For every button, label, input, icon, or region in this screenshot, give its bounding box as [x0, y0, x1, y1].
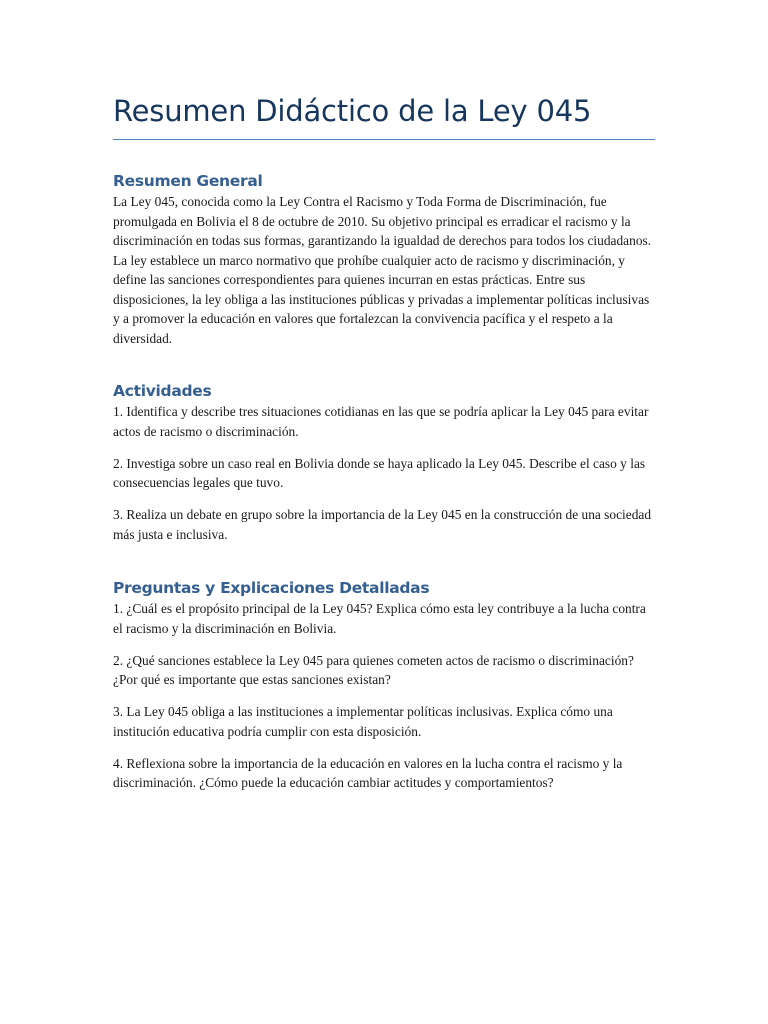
summary-heading: Resumen General: [113, 172, 263, 190]
question-item-1: 1. ¿Cuál es el propósito principal de la Ley 045? Explica cómo esta ley contribuye a la lucha contra el racismo y la discriminación en Bolivia.: [113, 601, 646, 636]
activities-heading: Actividades: [113, 382, 212, 400]
question-item-2: 2. ¿Qué sanciones establece la Ley 045 para quienes cometen actos de racismo o discriminación? ¿Por qué es importante que estas sanciones existan?: [113, 652, 634, 687]
questions-section: [113, 579, 655, 805]
activity-item-3: 3. Realiza un debate en grupo sobre la importancia de la Ley 045 en la construcción de una sociedad más justa e inclusiva.: [113, 507, 652, 542]
question-item-3: 3. La Ley 045 obliga a las instituciones a implementar políticas inclusivas. Explica cómo una institución educativa podría cumplir con esta disposición.: [113, 704, 613, 739]
activity-item-1: 1. Identifica y describe tres situaciones cotidianas en las que se podría aplicar la Ley 045 para evitar actos de racismo o discriminación.: [113, 404, 649, 439]
title-underline: [113, 139, 655, 140]
activity-item-2: 2. Investiga sobre un caso real en Bolivia donde se haya aplicado la Ley 045. Describe el caso y las consecuencias legales que tuvo.: [113, 455, 646, 490]
summary-section: [113, 172, 655, 348]
document-title: Resumen Didáctico de la Ley 045: [113, 94, 592, 128]
activities-section: [113, 382, 655, 557]
summary-paragraph: La Ley 045, conocida como la Ley Contra el Racismo y Toda Forma de Discriminación, fue promulgada en Bolivia el 8 de octubre de 2010. Su objetivo principal es erradicar el racismo y la discriminación en todas sus formas, garantizando la igualdad de derechos para todos los ciudadanos. La ley establece un marco normativo que prohíbe cualquier acto de racismo y discriminación, y define las sanciones correspondientes para quienes incurran en estas prácticas. Entre sus disposiciones, la ley obliga a las instituciones públicas y privadas a implementar políticas inclusivas y a promover la educación en valores que fortalezcan la convivencia pacífica y el respeto a la diversidad.: [113, 194, 652, 346]
question-item-4: 4. Reflexiona sobre la importancia de la educación en valores en la lucha contra el racismo y la discriminación. ¿Cómo puede la educación cambiar actitudes y comportamientos?: [113, 755, 623, 790]
questions-heading: Preguntas y Explicaciones Detalladas: [113, 579, 430, 597]
